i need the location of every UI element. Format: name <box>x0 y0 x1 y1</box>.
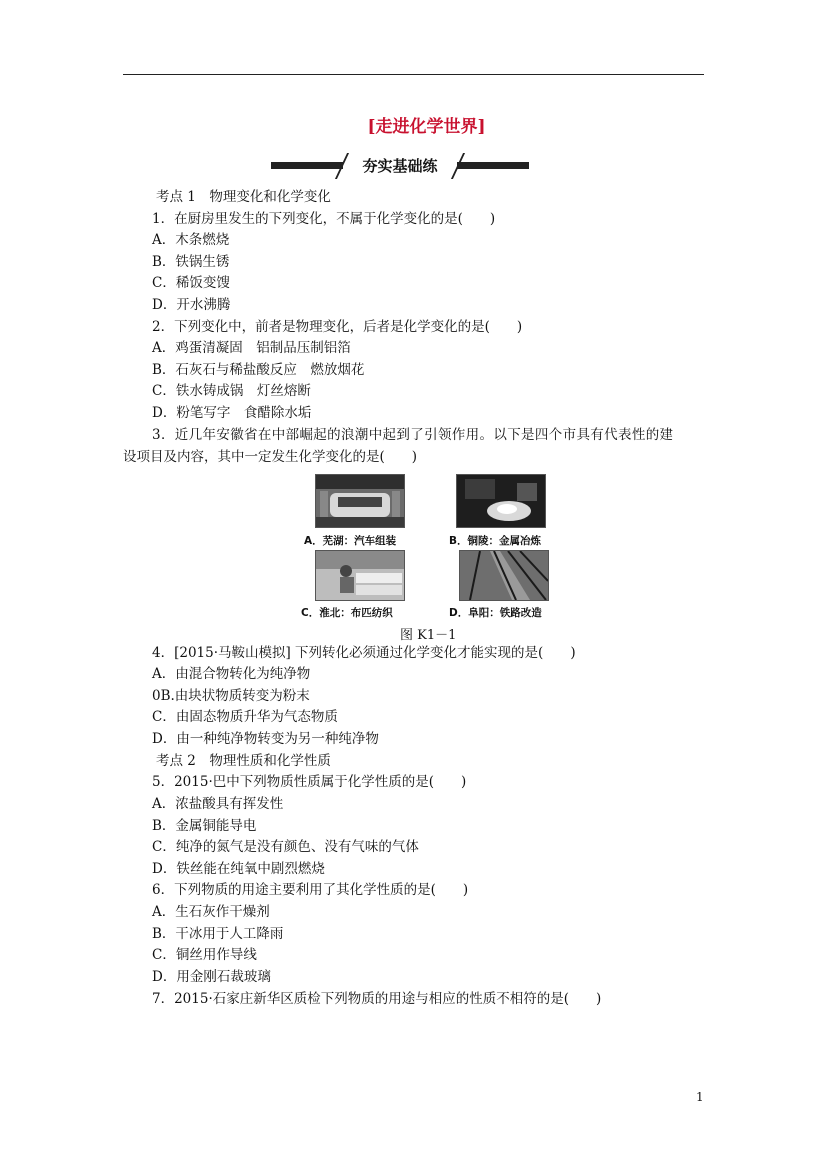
option-line: C．由固态物质升华为气态物质 <box>152 709 338 725</box>
photo-metal-smelting <box>456 474 546 528</box>
section-heading: 考点 1 物理变化和化学变化 <box>156 189 331 205</box>
question-line: 2．下列变化中，前者是物理变化，后者是化学变化的是( ) <box>152 319 523 335</box>
question-line: 6．下列物质的用途主要利用了其化学性质的是( ) <box>152 882 469 898</box>
question-line: 5．2015·巴中下列物质性质属于化学性质的是( ) <box>152 774 467 790</box>
option-line: B．干冰用于人工降雨 <box>152 926 284 942</box>
figure-caption: B．铜陵：金属冶炼 <box>449 535 542 547</box>
question-line: 7．2015·石家庄新华区质检下列物质的用途与相应的性质不相符的是( ) <box>152 991 602 1007</box>
banner-bar-left <box>271 162 343 169</box>
option-line: B．铁锅生锈 <box>152 254 230 270</box>
figure-label: 图 K1－1 <box>400 628 457 643</box>
option-line: C．铜丝用作导线 <box>152 947 257 963</box>
question-line: 3．近几年安徽省在中部崛起的浪潮中起到了引领作用。以下是四个市具有代表性的建 <box>152 427 674 443</box>
figure-caption: D．阜阳：铁路改造 <box>449 607 542 619</box>
figure-caption: A．芜湖：汽车组装 <box>304 535 397 547</box>
page-number: 1 <box>696 1090 704 1104</box>
question-line: 1．在厨房里发生的下列变化，不属于化学变化的是( ) <box>152 211 496 227</box>
banner-bar-right <box>457 162 529 169</box>
section-banner <box>271 153 529 179</box>
photo-textile <box>315 550 405 601</box>
question-line: 4．[2015·马鞍山模拟] 下列转化必须通过化学变化才能实现的是( ) <box>152 645 576 661</box>
option-line: A．由混合物转化为纯净物 <box>152 666 311 682</box>
photo-car-assembly <box>315 474 405 528</box>
option-line: A．鸡蛋清凝固 铝制品压制铝箔 <box>152 340 351 356</box>
option-line: D．开水沸腾 <box>152 297 231 313</box>
figure-caption: C．淮北：布匹纺织 <box>301 607 393 619</box>
option-line: A．生石灰作干燥剂 <box>152 904 270 920</box>
option-line: 0B.由块状物质转变为粉末 <box>152 688 310 704</box>
photo-railway <box>459 550 549 601</box>
option-line: D．铁丝能在纯氧中剧烈燃烧 <box>152 861 325 877</box>
option-line: B．金属铜能导电 <box>152 818 257 834</box>
option-line: D．用金刚石裁玻璃 <box>152 969 271 985</box>
page-title: [走进化学世界] <box>367 117 486 137</box>
option-line: D．由一种纯净物转变为另一种纯净物 <box>152 731 379 747</box>
option-line: D．粉笔写字 食醋除水垢 <box>152 405 312 421</box>
option-line: B．石灰石与稀盐酸反应 燃放烟花 <box>152 362 365 378</box>
header-rule <box>123 74 704 75</box>
option-line: C．铁水铸成锅 灯丝熔断 <box>152 383 311 399</box>
option-line: A．浓盐酸具有挥发性 <box>152 796 284 812</box>
section-heading: 考点 2 物理性质和化学性质 <box>156 753 331 769</box>
option-line: A．木条燃烧 <box>152 232 230 248</box>
banner-label: 夯实基础练 <box>362 157 438 175</box>
option-line: C．纯净的氮气是没有颜色、没有气味的气体 <box>152 839 419 855</box>
question-line: 设项目及内容，其中一定发生化学变化的是( ) <box>123 449 418 465</box>
option-line: C．稀饭变馊 <box>152 275 230 291</box>
